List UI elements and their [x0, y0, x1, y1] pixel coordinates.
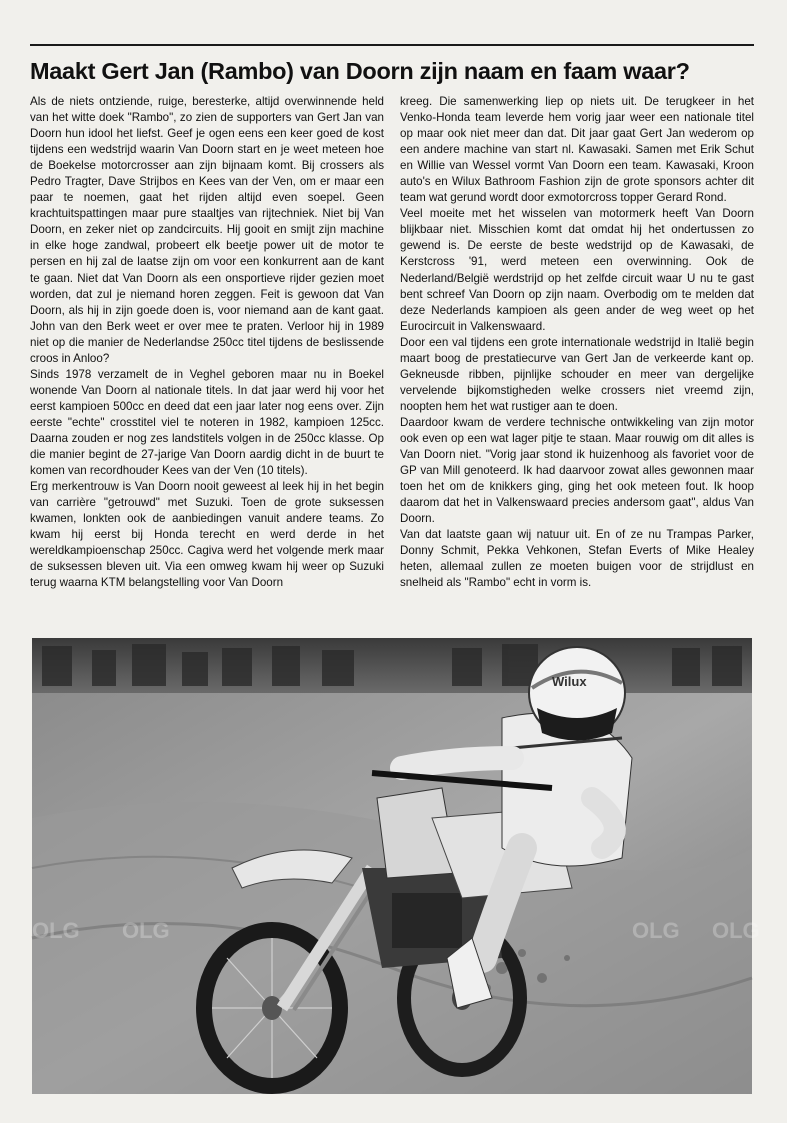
article-title: Maakt Gert Jan (Rambo) van Doorn zijn naam en faam waar?: [30, 58, 690, 84]
right-column: [400, 94, 754, 624]
svg-text:OLG: OLG: [712, 918, 760, 943]
paragraph: Daardoor kwam de verdere technische ontwikkeling van zijn motor ook even op een wat lager pitje te staan. Maar rouwig om dit alles is Van Doorn niet. "Vorig jaar stond ik huizenhoog als favoriet voor de GP van Mill genoteerd. Ik had daarvoor zowat alles gewonnen maar toen het om de knikkers ging, ging het ook meteen fout. Ik hoop daarom dat het in Valkenswaard precies andersom gaat", aldus Van Doorn.: [400, 415, 754, 526]
article-body: [30, 94, 754, 624]
motocross-rider-icon: [32, 638, 760, 1094]
left-column: [30, 94, 384, 624]
header-rule: [30, 44, 754, 46]
helmet-sponsor-text: Wilux: [552, 674, 587, 689]
svg-text:OLG: OLG: [632, 918, 680, 943]
svg-text:OLG: OLG: [32, 918, 80, 943]
paragraph: Van dat laatste gaan wij natuur uit. En of ze nu Trampas Parker, Donny Schmit, Pekka Vehkonen, Stefan Everts of Mike Healey heten, allemaal zullen ze moeten buigen voor de strijdlust en snelheid als "Rambo" echt in vorm is.: [400, 528, 754, 590]
paragraph: Veel moeite met het wisselen van motormerk heeft Van Doorn blijkbaar niet. Misschien komt dat omdat hij het ondertussen zo gewend is. De eerste de beste wedstrijd op de Kawasaki, de Kerstcross '91, werd meteen een overwinning. Ook de Nederland/België werdstrijd op het zelfde circuit waar U nu te gast bent schreef Van Doorn op zijn naam. Overbodig om te melden dat deze Nederlands kampioen als geen ander de weg weet op het Eurocircuit in Valkenswaard.: [400, 207, 754, 333]
paragraph: Sinds 1978 verzamelt de in Veghel geboren maar nu in Boekel wonende Van Doorn al nationale titels. In dat jaar werd hij voor het eerst kampioen 500cc en deed dat een jaar later nog eens over. Zijn eerste "echte" crosstitel viel te noteren in 1982, kampioen 125cc. Daarna zouden er nog zes landstitels volgen in de 250cc klasse. Op die manier begint de 27-jarige Van Doorn aardig dicht in de buurt te komen van recordhouder Kees van der Ven (10 titels).: [30, 367, 384, 478]
paragraph: Als de niets ontziende, ruige, beresterke, altijd overwinnende held van het witte doek "Rambo", zo zien de supporters van Gert Jan van Doorn hun idool het liefst. Geef je ogen eens een keer goed de kost tijdens een wedstrijd waarin Van Doorn start en je weet meteen hoe de Boekelse motorcrosser aan zijn bijnaam komt. Bij crossers als Pedro Tragter, Dave Strijbos en Kees van der Ven, om er maar een paar te noemen, gaat het rijden altijd even soepel. Geen krachtuitspattingen maar pure staaltjes van rijtechniek. Niet bij Van Doorn, en zeker niet op zandcircuits. Hij gooit en smijt zijn machine in elke hoge zandwal, probeert elk beetje power uit de motor te persen en hij zal de laatse zijn om voor een konkurrent aan de kant te gaan. Niet dat Van Doorn als een onsportieve rijder gezien moet worden, dat zul je niemand horen zeggen. Feit is gewoon dat Van Doorn, als hij in zijn goede doen is, voor niemand aan de kant gaat. John van den Berk weet er over mee te praten. Verloor hij in 1989 niet op die manier de Nederlandse 250cc titel tijdens de beslissende croos in Anloo?: [30, 95, 384, 365]
paragraph: Door een val tijdens een grote internationale wedstrijd in Italië begin maart boog de prestatiecurve van Gert Jan de verkeerde kant op. Gekneusde ribben, pijnlijke schouder en meer van dergelijke vervelende bijkomstigheden welke crossers niet vreemd zijn, noopten hem het wat rustiger aan te doen.: [400, 335, 754, 413]
svg-text:OLG: OLG: [122, 918, 170, 943]
paragraph: kreeg. Die samenwerking liep op niets uit. De terugkeer in het Venko-Honda team leverde hem vorig jaar weer een nationale titel op maar ook niet meer dan dat. Dit jaar gaat Gert Jan wederom op een andere machine van start nl. Kawasaki. Samen met Erik Schut en Willie van Wessel vormt Van Doorn een team. Kawasaki, Kroon auto's en Wilux Bathroom Fashion zijn de grote sponsors achter dit team wat gerund wordt door exmotorcross topper Gerard Rond.: [400, 95, 754, 205]
motocross-photo: [32, 638, 760, 1094]
paragraph: Erg merkentrouw is Van Doorn nooit geweest al leek hij in het begin van carrière "getrouwd" met Suzuki. Toen de grote suksessen kwamen, lonkten ook de aanbiedingen vanuit andere teams. Zo kwam hij eerst bij Honda terecht en werd derde in het wereldkampioenschap 250cc. Cagiva werd het volgende merk maar de suksessen bleven uit. Via een omweg kwam hij weer op Suzuki terug waarna KTM belangstelling voor Van Doorn: [30, 480, 384, 590]
